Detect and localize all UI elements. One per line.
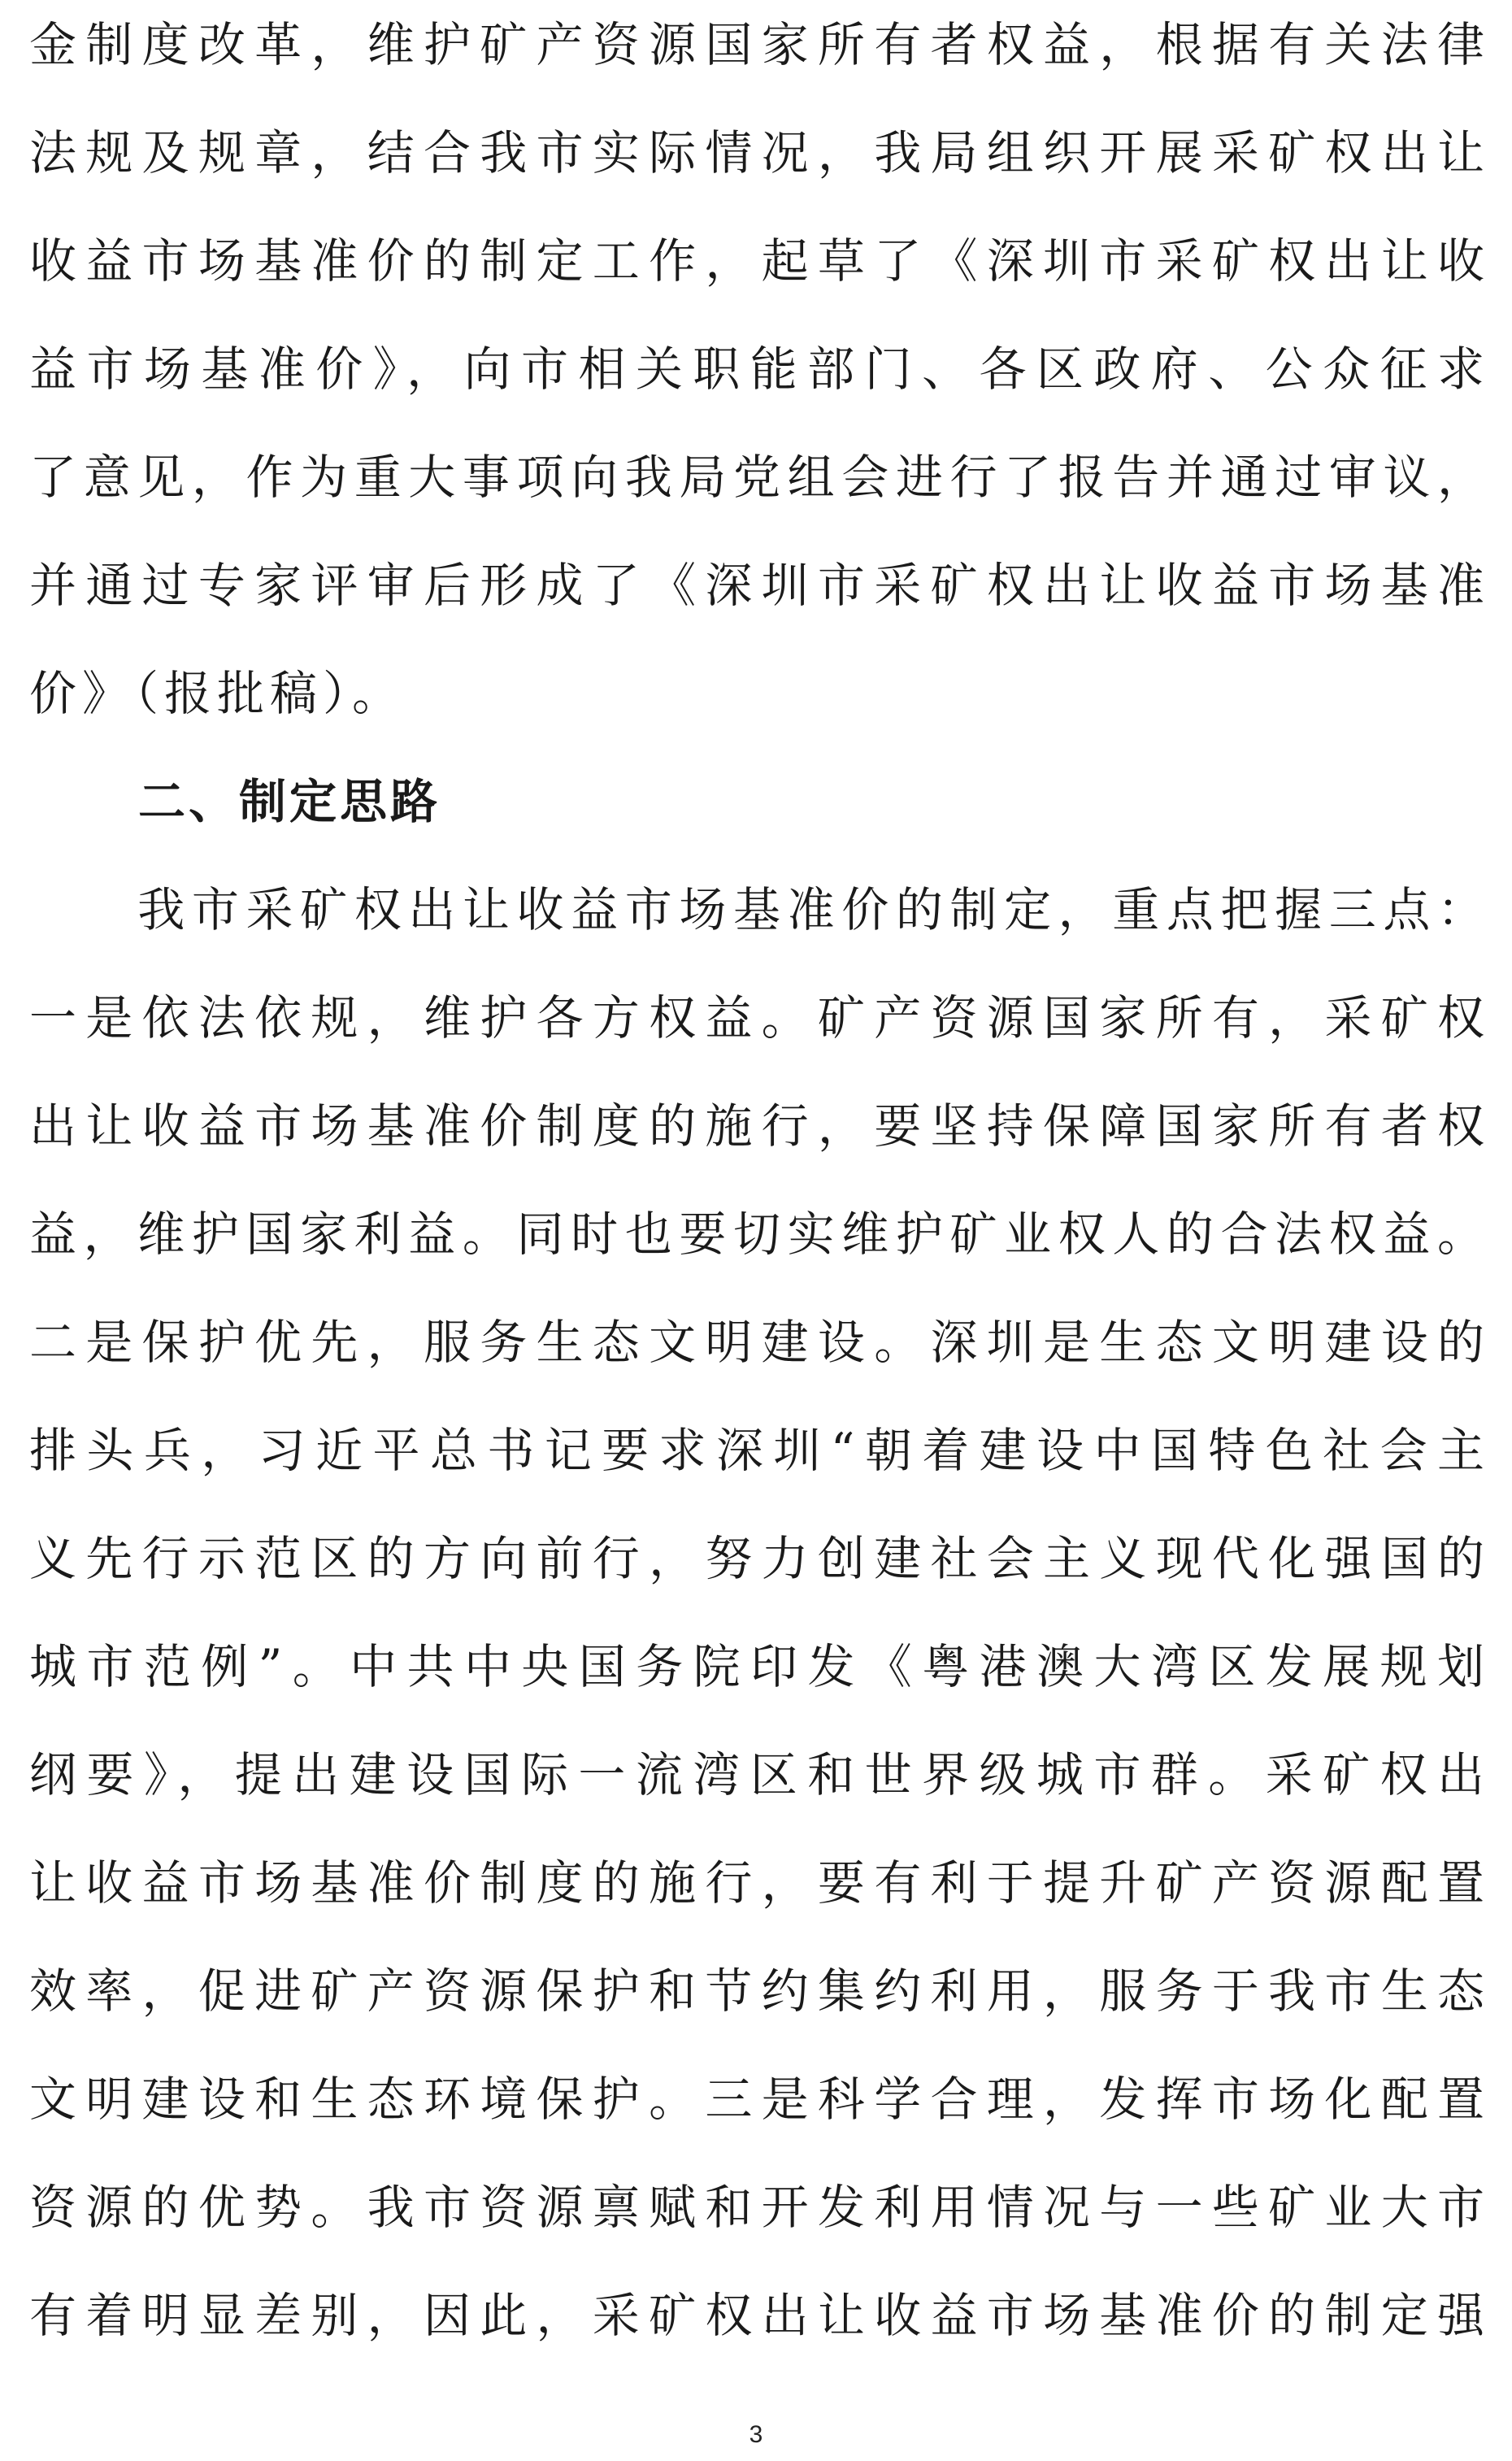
paragraph-2-line-5: 二是保护优先，服务生态文明建设。深圳是生态文明建设的 — [29, 1315, 1484, 1370]
paragraph-2-line-1: 我市采矿权出让收益市场基准价的制定，重点把握三点： — [29, 882, 1484, 937]
page-number: 3 — [749, 2421, 763, 2448]
paragraph-1-line-7: 价》（报批稿）。 — [29, 666, 406, 721]
paragraph-2-line-14: 有着明显差别，因此，采矿权出让收益市场基准价的制定强 — [29, 2288, 1484, 2343]
paragraph-1-line-2: 法规及规章，结合我市实际情况，我局组织开展采矿权出让 — [29, 125, 1484, 180]
paragraph-2-line-3: 出让收益市场基准价制度的施行，要坚持保障国家所有者权 — [29, 1098, 1484, 1154]
paragraph-2-line-12: 文明建设和生态环境保护。三是科学合理，发挥市场化配置 — [29, 2072, 1484, 2127]
paragraph-2-line-7: 义先行示范区的方向前行，努力创建社会主义现代化强国的 — [29, 1531, 1484, 1586]
paragraph-1-line-6: 并通过专家评审后形成了《深圳市采矿权出让收益市场基准 — [29, 558, 1484, 613]
section-heading: 二、制定思路 — [138, 774, 441, 829]
paragraph-2-line-13: 资源的优势。我市资源禀赋和开发利用情况与一些矿业大市 — [29, 2180, 1484, 2235]
paragraph-1-line-4: 益市场基准价》，向市相关职能部门、各区政府、公众征求 — [29, 341, 1484, 397]
paragraph-2-line-9: 纲要》，提出建设国际一流湾区和世界级城市群。采矿权出 — [29, 1747, 1484, 1802]
paragraph-1-line-3: 收益市场基准价的制定工作，起草了《深圳市采矿权出让收 — [29, 233, 1484, 289]
paragraph-2-line-8: 城市范例”。中共中央国务院印发《粤港澳大湾区发展规划 — [29, 1639, 1484, 1694]
paragraph-2-line-10: 让收益市场基准价制度的施行，要有利于提升矿产资源配置 — [29, 1855, 1484, 1911]
paragraph-1-line-1: 金制度改革，维护矿产资源国家所有者权益，根据有关法律 — [29, 17, 1484, 72]
paragraph-2-line-4: 益，维护国家利益。同时也要切实维护矿业权人的合法权益。 — [29, 1207, 1484, 1262]
paragraph-2-line-2: 一是依法依规，维护各方权益。矿产资源国家所有，采矿权 — [29, 990, 1484, 1046]
paragraph-2-line-11: 效率，促进矿产资源保护和节约集约利用，服务于我市生态 — [29, 1963, 1484, 2019]
paragraph-2-line-6: 排头兵，习近平总书记要求深圳“朝着建设中国特色社会主 — [29, 1423, 1484, 1478]
paragraph-1-line-5: 了意见，作为重大事项向我局党组会进行了报告并通过审议， — [29, 450, 1484, 505]
